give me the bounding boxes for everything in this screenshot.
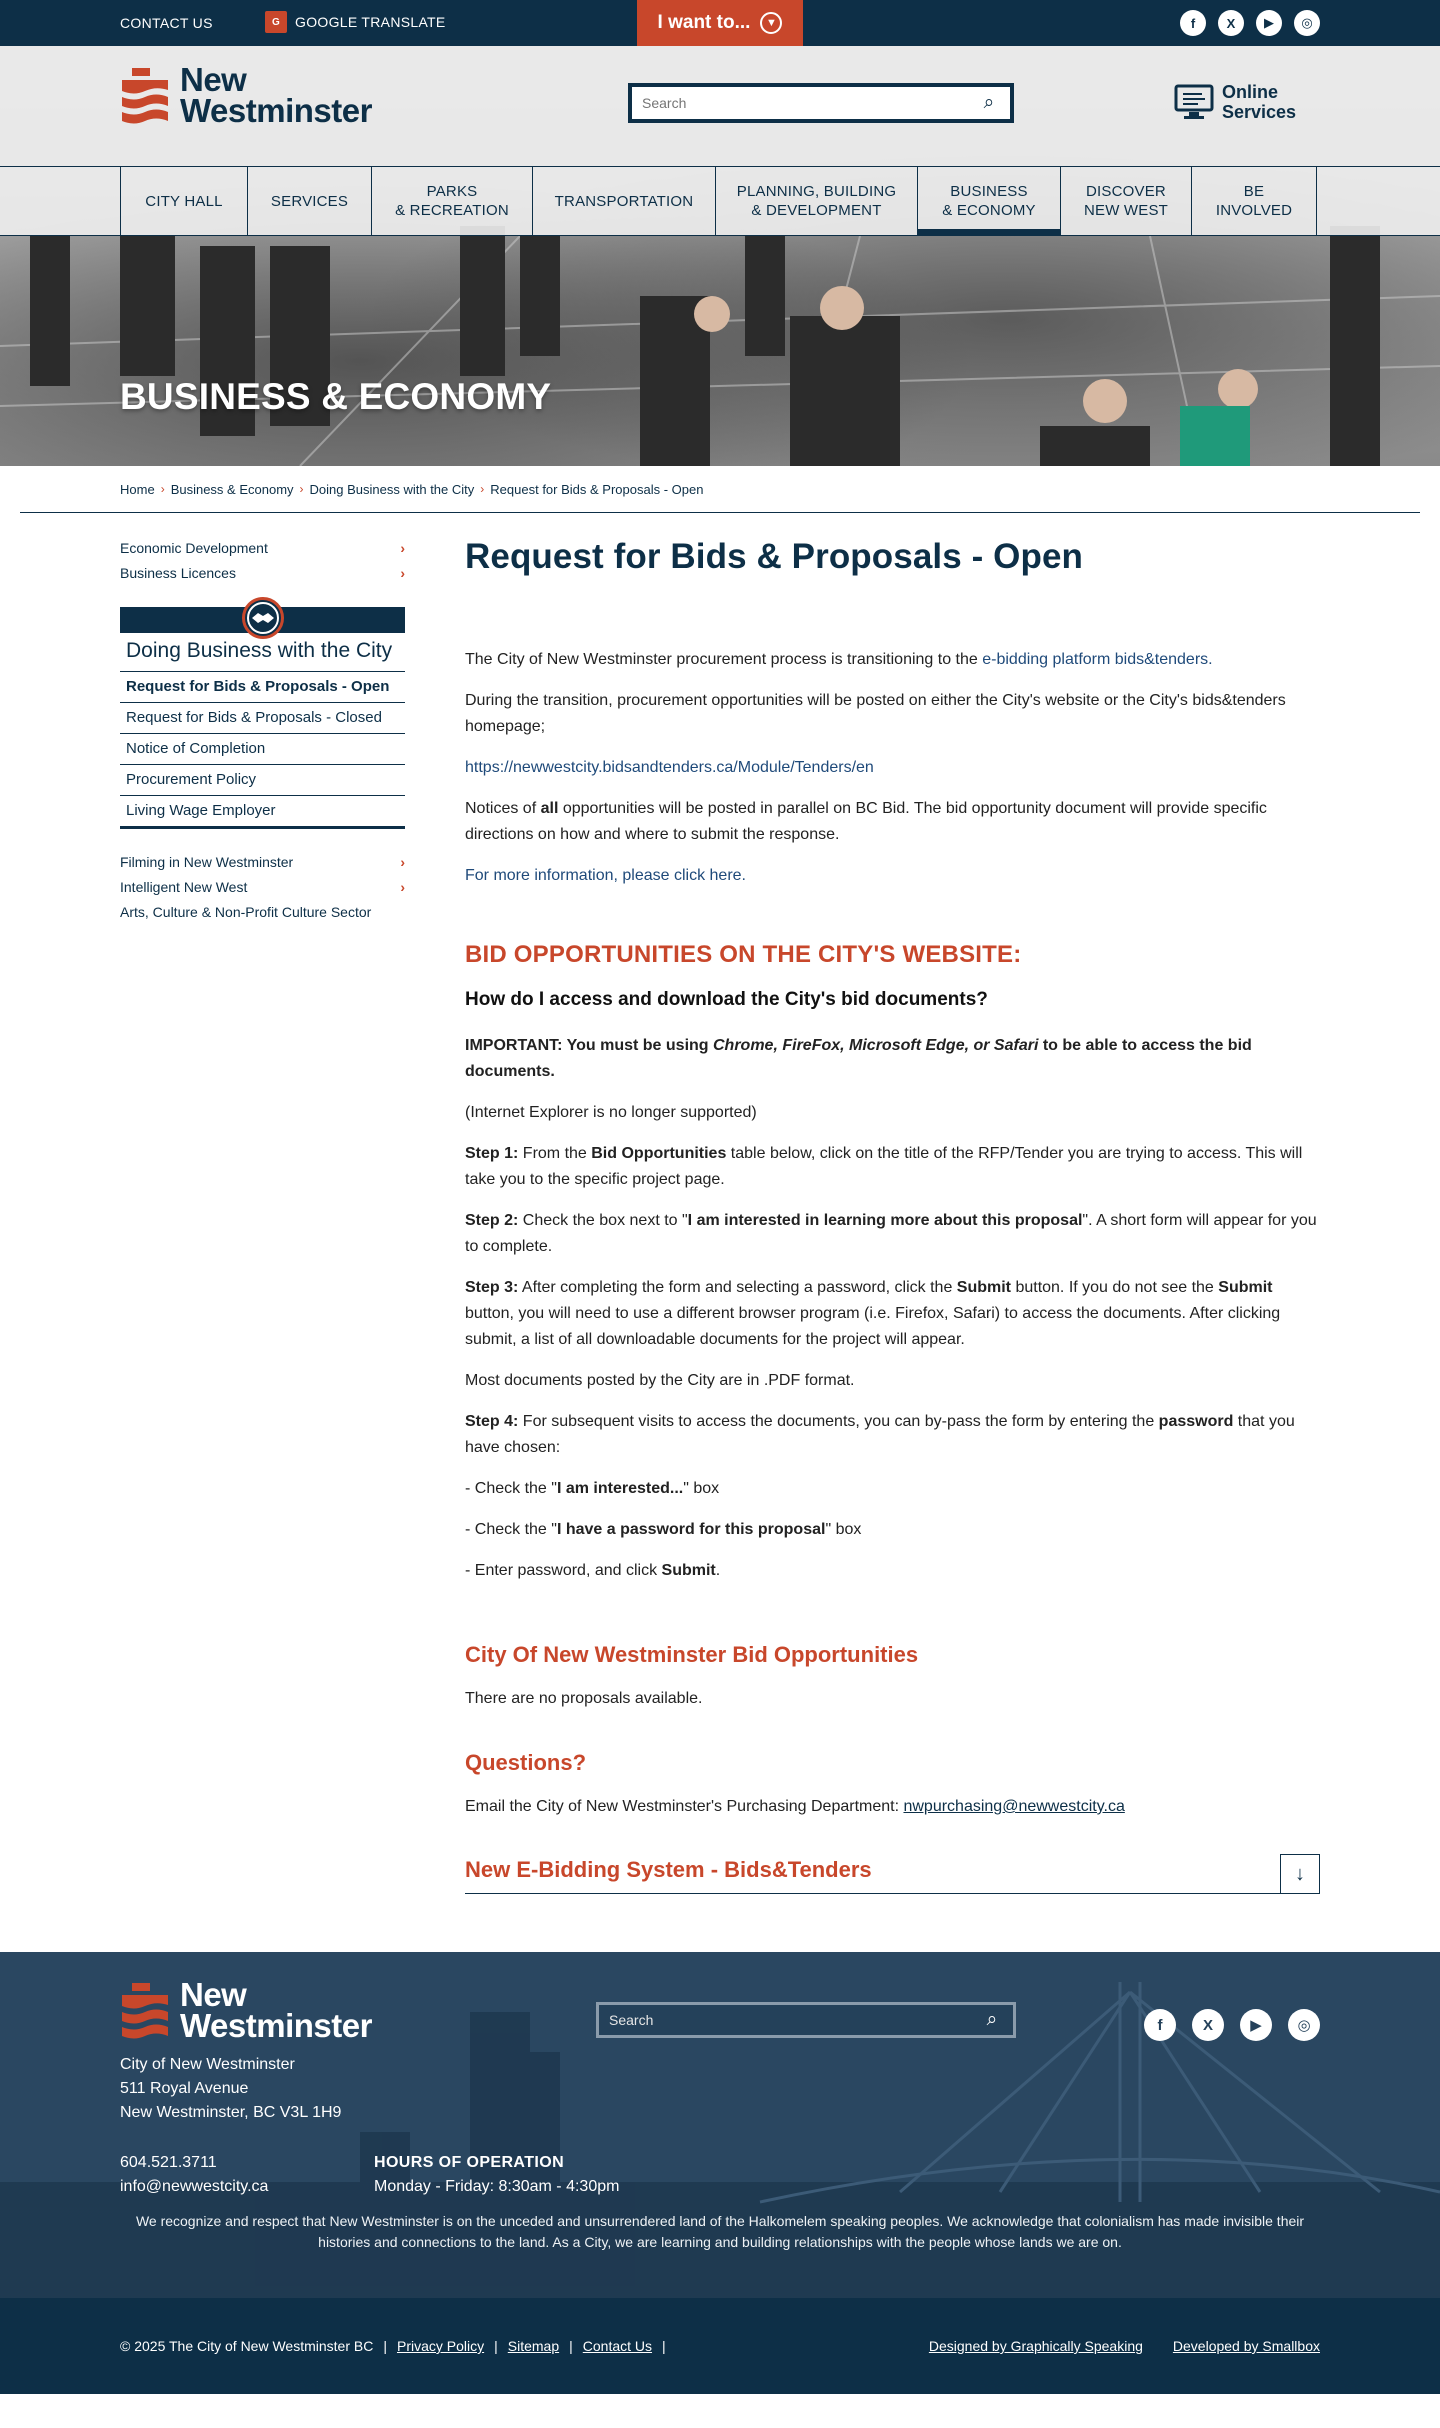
e-bidding-accordion[interactable] bbox=[465, 1854, 1320, 1894]
contact-us-link[interactable]: CONTACT US bbox=[120, 15, 213, 31]
main-navigation bbox=[0, 166, 1440, 236]
step-3: Step 3: After completing the form and selecting a password, click the Submit button. If you do not see the Submit button, you will need to use a different browser program (i.e. Firefox, Safari) to access the documents. After clicking submit, a list of all downloadable documents for the project will appear. bbox=[465, 1279, 1281, 1348]
sidebar-link-label: Filming in New Westminster bbox=[120, 853, 294, 870]
search-icon[interactable]: ⌕ bbox=[983, 92, 995, 113]
chevron-down-icon: ▼ bbox=[760, 12, 782, 34]
social-links bbox=[1180, 10, 1320, 36]
browser-requirement: IMPORTANT: You must be using Chrome, FireFox, Microsoft Edge, or Safari to be able to access the bid documents. bbox=[465, 1037, 1252, 1080]
bid-opportunities-heading: City Of New Westminster Bid Opportunities bbox=[465, 1642, 919, 1667]
hours-value: Monday - Friday: 8:30am - 4:30pm bbox=[374, 2178, 620, 2195]
question-heading: How do I access and download the City's bid documents? bbox=[465, 989, 988, 1010]
nav-item-2[interactable]: PARKS & RECREATION bbox=[372, 167, 533, 235]
breadcrumb-item: Request for Bids & Proposals - Open bbox=[490, 481, 704, 497]
breadcrumb-chevron-icon: › bbox=[299, 482, 304, 496]
main-content bbox=[465, 513, 1320, 1952]
logo-line-2: Westminster bbox=[180, 92, 372, 129]
sidebar-link[interactable] bbox=[120, 874, 405, 899]
handshake-icon bbox=[242, 597, 284, 639]
header-hero bbox=[0, 46, 1440, 466]
sidebar-link[interactable] bbox=[120, 899, 405, 924]
chevron-right-icon: › bbox=[400, 539, 405, 556]
footer-phone[interactable]: 604.521.3711 bbox=[120, 2154, 217, 2171]
logo-mark-icon bbox=[120, 66, 170, 124]
nav-item-4[interactable]: PLANNING, BUILDING & DEVELOPMENT bbox=[716, 167, 918, 235]
hours-title: HOURS OF OPERATION bbox=[374, 2154, 565, 2171]
i-want-to-label: I want to... bbox=[657, 12, 751, 33]
footer bbox=[0, 1952, 1440, 2298]
sidebar-link[interactable] bbox=[120, 849, 405, 874]
chevron-right-icon: › bbox=[400, 564, 405, 581]
pdf-note: Most documents posted by the City are in .PDF format. bbox=[465, 1372, 855, 1389]
separator: | bbox=[662, 2338, 666, 2354]
sidebar-link-label: Economic Development bbox=[120, 539, 268, 556]
sidebar-panel-item[interactable]: Procurement Policy bbox=[120, 765, 405, 796]
footer-bottom-bar bbox=[0, 2298, 1440, 2394]
nav-item-6[interactable]: DISCOVER NEW WEST bbox=[1061, 167, 1192, 235]
no-proposals-message: There are no proposals available. bbox=[465, 1690, 703, 1707]
chevron-right-icon: › bbox=[400, 853, 405, 870]
youtube-icon[interactable]: ▶ bbox=[1256, 10, 1282, 36]
site-logo[interactable] bbox=[120, 61, 372, 129]
check-instruction-1: - Check the "I am interested..." box bbox=[465, 1480, 720, 1497]
nav-item-3[interactable]: TRANSPORTATION bbox=[533, 167, 716, 235]
footer-logo-line-2: Westminster bbox=[180, 2007, 372, 2044]
ie-note: (Internet Explorer is no longer supported) bbox=[465, 1104, 757, 1121]
sidebar-link-label: Arts, Culture & Non-Profit Culture Sector bbox=[120, 903, 372, 920]
sidebar-section-title[interactable]: Doing Business with the City bbox=[120, 633, 405, 672]
google-translate-label: GOOGLE TRANSLATE bbox=[295, 14, 446, 30]
transition-paragraph: During the transition, procurement opportunities will be posted on either the City's website or the City's bids&tenders homepage; bbox=[465, 692, 1286, 735]
x-icon[interactable]: X bbox=[1218, 10, 1244, 36]
google-translate-icon: G bbox=[265, 11, 287, 33]
youtube-icon[interactable]: ▶ bbox=[1240, 2009, 1272, 2041]
questions-heading: Questions? bbox=[465, 1750, 587, 1775]
footer-search-input[interactable] bbox=[599, 2005, 971, 2035]
designed-by-link[interactable]: Designed by Graphically Speaking bbox=[928, 2338, 1143, 2354]
x-icon[interactable]: X bbox=[1192, 2009, 1224, 2041]
header-search bbox=[628, 83, 1014, 123]
google-translate-button[interactable] bbox=[265, 11, 446, 33]
step-1: Step 1: From the Bid Opportunities table below, click on the title of the RFP/Tender you are trying to access. This will take you to the specific project page. bbox=[465, 1145, 1303, 1188]
land-acknowledgement: We recognize and respect that New Westminster is on the unceded and unsurrendered land of the Halkomelem speaking peoples. We acknowledge that colonialism has made invisible their histories and connections to the land. As a City, we are learning and building relationships with the people whose lands we are on. bbox=[135, 2213, 1305, 2250]
breadcrumb-chevron-icon: › bbox=[160, 482, 165, 496]
footer-hours bbox=[374, 2151, 619, 2199]
breadcrumb bbox=[0, 466, 1440, 512]
breadcrumb-item[interactable]: Business & Economy bbox=[170, 481, 294, 497]
purchasing-email-link[interactable]: nwpurchasing@newwestcity.ca bbox=[903, 1798, 1125, 1815]
footer-email[interactable]: info@newwestcity.ca bbox=[120, 2178, 269, 2195]
check-instruction-3: - Enter password, and click Submit. bbox=[465, 1562, 721, 1579]
sidebar-panel-item[interactable]: Request for Bids & Proposals - Open bbox=[120, 672, 405, 703]
footer-contacts bbox=[120, 2151, 268, 2199]
purchasing-contact: Email the City of New Westminster's Purchasing Department: nwpurchasing@newwestcity.ca bbox=[465, 1798, 1125, 1815]
logo-line-1: New bbox=[180, 61, 247, 98]
sidebar-section-panel bbox=[120, 607, 405, 829]
chevron-right-icon: › bbox=[400, 878, 405, 895]
sidebar-link-label: Intelligent New West bbox=[120, 878, 248, 895]
nav-item-7[interactable]: BE INVOLVED bbox=[1192, 167, 1317, 235]
footer-address: City of New Westminster 511 Royal Avenue New Westminster, BC V3L 1H9 bbox=[120, 2056, 342, 2121]
sidebar-panel-item[interactable]: Request for Bids & Proposals - Closed bbox=[120, 703, 405, 734]
developed-by-link[interactable]: Developed by Smallbox bbox=[1172, 2338, 1320, 2354]
separator: | bbox=[383, 2338, 387, 2354]
footer-search bbox=[596, 2002, 1016, 2038]
breadcrumb-chevron-icon: › bbox=[480, 482, 485, 496]
logo-mark-icon bbox=[120, 1981, 170, 2039]
facebook-icon[interactable]: f bbox=[1144, 2009, 1176, 2041]
arrow-down-icon[interactable]: ↓ bbox=[1280, 1854, 1320, 1894]
sidebar-link[interactable] bbox=[120, 560, 405, 585]
sitemap-link[interactable]: Sitemap bbox=[507, 2338, 560, 2354]
instagram-icon[interactable]: ◎ bbox=[1288, 2009, 1320, 2041]
separator: | bbox=[494, 2338, 498, 2354]
sidebar-link[interactable] bbox=[120, 535, 405, 560]
bc-bid-paragraph: Notices of all opportunities will be posted in parallel on BC Bid. The bid opportunity document will provide specific directions on how and where to submit the response. bbox=[465, 800, 1267, 843]
contact-us-footer-link[interactable]: Contact Us bbox=[582, 2338, 653, 2354]
footer-logo-line-1: New bbox=[180, 1976, 247, 2013]
footer-logo[interactable] bbox=[120, 1976, 372, 2044]
step-2: Step 2: Check the box next to "I am interested in learning more about this proposal". A short form will appear for you to complete. bbox=[465, 1212, 1317, 1255]
search-input[interactable] bbox=[632, 87, 968, 119]
nav-item-0[interactable]: CITY HALL bbox=[121, 167, 248, 235]
online-services-link[interactable] bbox=[1174, 82, 1296, 122]
online-services-line-1: Online bbox=[1222, 82, 1279, 102]
accordion-title: New E-Bidding System - Bids&Tenders bbox=[465, 1857, 872, 1882]
nav-item-1[interactable]: SERVICES bbox=[248, 167, 372, 235]
sidebar-panel-item[interactable]: Living Wage Employer bbox=[120, 796, 405, 829]
utility-bar bbox=[0, 0, 1440, 46]
footer-social-links bbox=[1144, 2009, 1320, 2041]
search-icon[interactable]: ⌕ bbox=[986, 2009, 998, 2030]
intro-paragraph: The City of New Westminster procurement process is transitioning to the e-bidding platform bids&tenders. bbox=[465, 651, 1213, 668]
privacy-policy-link[interactable]: Privacy Policy bbox=[396, 2338, 485, 2354]
nav-item-5[interactable]: BUSINESS & ECONOMY bbox=[918, 167, 1061, 235]
breadcrumb-item[interactable]: Doing Business with the City bbox=[309, 481, 475, 497]
copyright: © 2025 The City of New Westminster BC bbox=[120, 2338, 374, 2354]
content-area bbox=[0, 513, 1440, 1952]
monitor-icon bbox=[1174, 84, 1214, 120]
sidebar bbox=[120, 513, 405, 1952]
facebook-icon[interactable]: f bbox=[1180, 10, 1206, 36]
check-instruction-2: - Check the "I have a password for this proposal" box bbox=[465, 1521, 862, 1538]
bidding-platform-link[interactable]: e-bidding platform bids&tenders. bbox=[982, 651, 1213, 668]
hero-title: BUSINESS & ECONOMY bbox=[120, 376, 552, 417]
instagram-icon[interactable]: ◎ bbox=[1294, 10, 1320, 36]
sidebar-link-label: Business Licences bbox=[120, 564, 236, 581]
bidsandtenders-url-link[interactable]: https://newwestcity.bidsandtenders.ca/Module/Tenders/en bbox=[465, 759, 874, 776]
sidebar-panel-item[interactable]: Notice of Completion bbox=[120, 734, 405, 765]
breadcrumb-item[interactable]: Home bbox=[120, 481, 155, 497]
section-heading-bid-opportunities: BID OPPORTUNITIES ON THE CITY'S WEBSITE: bbox=[465, 941, 1022, 968]
step-4: Step 4: For subsequent visits to access the documents, you can by-pass the form by entering the password that you have chosen: bbox=[465, 1413, 1295, 1456]
page-title: Request for Bids & Proposals - Open bbox=[465, 537, 1084, 576]
separator: | bbox=[569, 2338, 573, 2354]
online-services-line-2: Services bbox=[1222, 102, 1297, 122]
i-want-to-dropdown[interactable] bbox=[637, 0, 803, 46]
more-info-link[interactable]: For more information, please click here. bbox=[465, 867, 746, 884]
